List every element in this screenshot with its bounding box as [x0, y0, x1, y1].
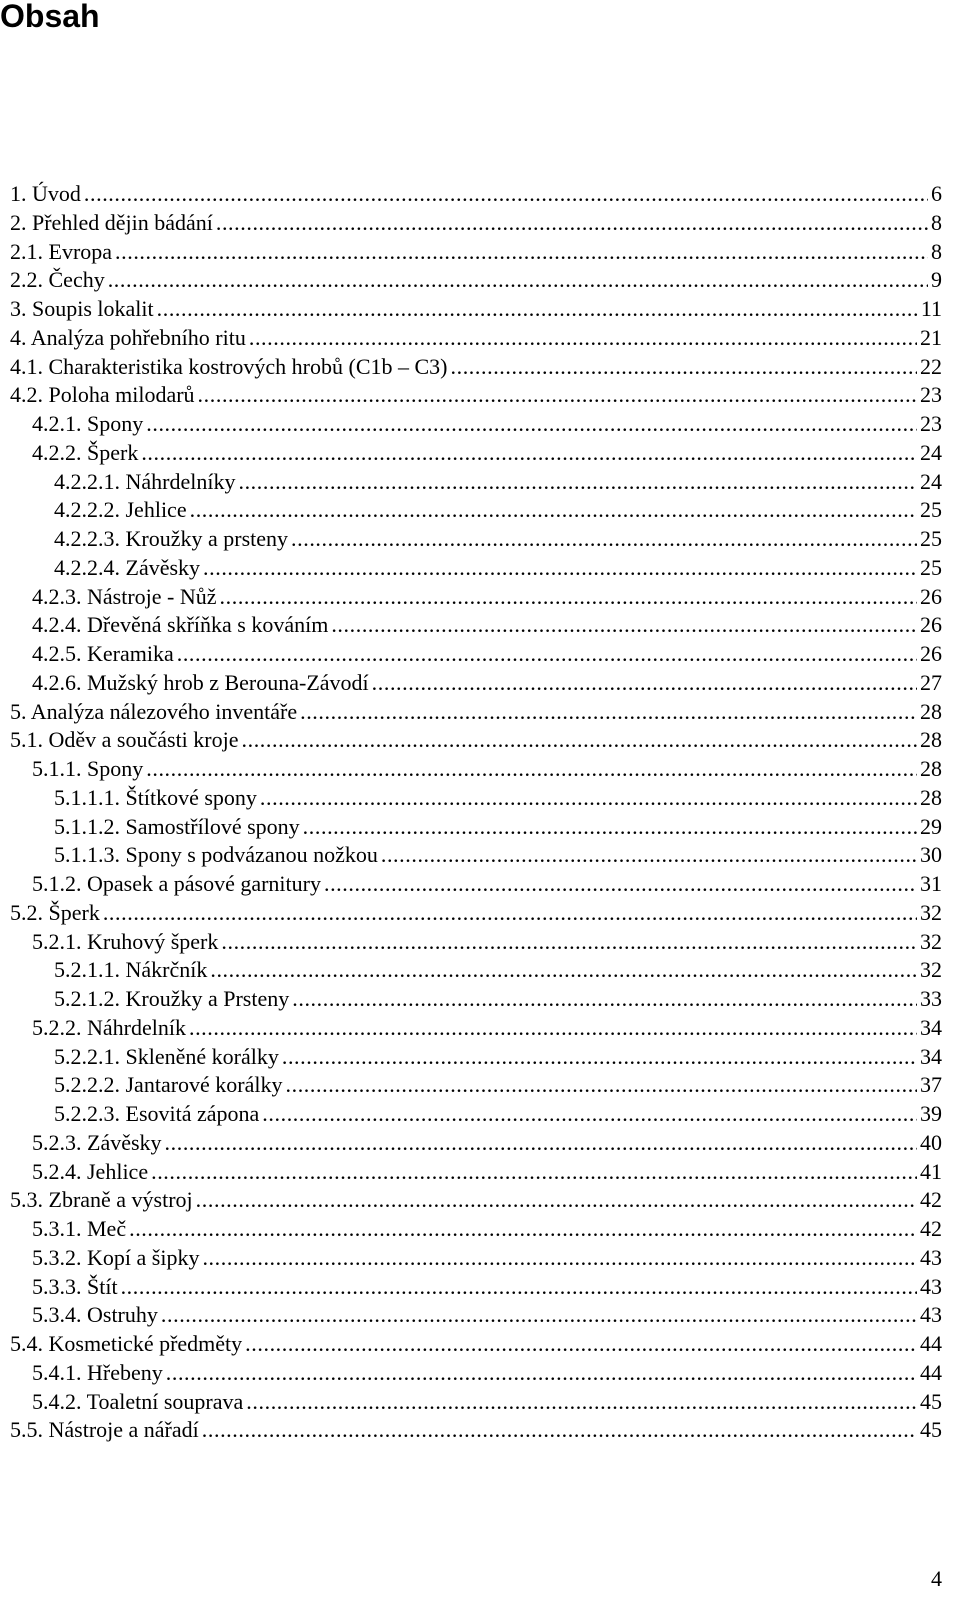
toc-entry[interactable]: [10, 784, 942, 813]
toc-dot-leader: [372, 669, 917, 698]
toc-entry[interactable]: [10, 295, 942, 324]
toc-entry[interactable]: [10, 813, 942, 842]
toc-dot-leader: [331, 611, 917, 640]
toc-entry-label: 2.1. Evropa: [10, 238, 113, 264]
toc-entry-label: 5.2.1.1. Nákrčník: [54, 957, 208, 983]
toc-entry[interactable]: [10, 1330, 942, 1359]
toc-entry-label: 4.2.4. Dřevěná skříňka s kováním: [32, 612, 329, 638]
toc-entry[interactable]: [10, 1186, 942, 1215]
toc-dot-leader: [451, 353, 918, 382]
toc-entry-label: 5.3.4. Ostruhy: [32, 1302, 158, 1328]
toc-entry-label: 5.1.1. Spony: [32, 756, 144, 781]
toc-dot-leader: [221, 928, 917, 957]
toc-entry-page: 43: [920, 1302, 942, 1328]
toc-entry-page: 26: [920, 641, 942, 666]
toc-entry-label: 5.1.1.2. Samostřílové spony: [54, 813, 300, 839]
toc-entry-page: 34: [920, 1043, 942, 1069]
toc-entry-page: 43: [920, 1244, 942, 1270]
toc-entry[interactable]: [10, 238, 942, 267]
toc-entry-page: 25: [920, 526, 942, 551]
toc-dot-leader: [245, 1330, 917, 1359]
toc-entry-label: 4.2.2.4. Závěsky: [54, 554, 201, 580]
toc-entry-page: 24: [920, 439, 942, 465]
toc-entry-label: 4.2. Poloha milodarů: [10, 382, 195, 408]
toc-entry-page: 40: [920, 1129, 942, 1155]
toc-dot-leader: [115, 238, 928, 267]
toc-dot-leader: [129, 1215, 917, 1244]
toc-entry-page: 45: [920, 1388, 942, 1414]
toc-entry-page: 45: [920, 1417, 942, 1443]
toc-dot-leader: [202, 1416, 917, 1445]
toc-entry[interactable]: [10, 698, 942, 727]
toc-entry-label: 5.2.1.2. Kroužky a Prsteny: [54, 986, 290, 1011]
toc-entry[interactable]: [10, 1244, 942, 1273]
toc-dot-leader: [202, 1244, 917, 1273]
toc-entry[interactable]: [10, 468, 942, 497]
toc-entry-label: 5.5. Nástroje a nářadí: [10, 1417, 199, 1443]
toc-dot-leader: [103, 899, 917, 928]
toc-entry-label: 4. Analýza pohřebního ritu: [10, 324, 246, 350]
toc-entry[interactable]: [10, 583, 942, 612]
toc-entry-label: 5.3.3. Štít: [32, 1273, 118, 1299]
toc-entry[interactable]: [10, 669, 942, 698]
toc-entry[interactable]: [10, 956, 942, 985]
toc-entry-label: 5.2. Šperk: [10, 899, 100, 925]
toc-entry[interactable]: [10, 1215, 942, 1244]
toc-dot-leader: [249, 324, 917, 353]
toc-dot-leader: [141, 439, 917, 468]
toc-entry-label: 5.1.2. Opasek a pásové garnitury: [32, 871, 321, 896]
toc-entry[interactable]: [10, 353, 942, 382]
toc-entry-page: 28: [920, 784, 942, 810]
toc-entry[interactable]: [10, 870, 942, 899]
toc-entry-label: 5.2.2.3. Esovitá zápona: [54, 1101, 260, 1126]
toc-entry-label: 5.4.1. Hřebeny: [32, 1359, 163, 1385]
toc-entry-page: 9: [931, 267, 942, 293]
toc-entry-page: 32: [920, 928, 942, 954]
toc-entry-label: 5. Analýza nálezového inventáře: [10, 698, 298, 724]
toc-entry-label: 5.1.1.3. Spony s podvázanou nožkou: [54, 842, 378, 868]
toc-entry-label: 5.2.4. Jehlice: [32, 1158, 149, 1184]
toc-entry-label: 4.2.2.1. Náhrdelníky: [54, 468, 236, 494]
toc-entry-page: 25: [920, 554, 942, 580]
toc-entry-page: 34: [920, 1014, 942, 1040]
toc-entry-label: 4.1. Charakteristika kostrových hrobů (C1b – C3): [10, 353, 448, 379]
toc-entry-page: 6: [931, 181, 942, 206]
toc-entry-label: 4.2.2.3. Kroužky a prsteny: [54, 526, 289, 551]
toc-entry[interactable]: [10, 1071, 942, 1100]
toc-entry[interactable]: [10, 755, 942, 784]
toc-dot-leader: [220, 583, 917, 612]
toc-dot-leader: [166, 1359, 917, 1388]
table-of-contents: [10, 180, 942, 1445]
toc-entry-label: 5.3.2. Kopí a šipky: [32, 1244, 200, 1270]
toc-dot-leader: [151, 1158, 917, 1187]
toc-entry[interactable]: [10, 1388, 942, 1417]
toc-entry-label: 5.2.2. Náhrdelník: [32, 1014, 186, 1040]
toc-dot-leader: [210, 956, 917, 985]
toc-entry-label: 4.2.2. Šperk: [32, 439, 139, 465]
toc-entry[interactable]: [10, 928, 942, 957]
toc-dot-leader: [282, 1043, 917, 1072]
toc-entry[interactable]: [10, 726, 942, 755]
toc-entry-label: 5.3.1. Meč: [32, 1216, 127, 1241]
toc-entry[interactable]: [10, 1416, 942, 1445]
toc-entry-page: 42: [920, 1187, 942, 1213]
toc-dot-leader: [238, 468, 917, 497]
toc-entry-page: 39: [920, 1101, 942, 1126]
toc-entry-label: 4.2.1. Spony: [32, 411, 144, 436]
toc-dot-leader: [262, 1100, 917, 1129]
toc-dot-leader: [242, 726, 918, 755]
toc-entry-page: 28: [920, 698, 942, 724]
toc-dot-leader: [108, 266, 928, 295]
toc-dot-leader: [189, 1014, 917, 1043]
toc-entry-label: 5.2.2.2. Jantarové korálky: [54, 1072, 283, 1098]
toc-entry[interactable]: [10, 1014, 942, 1043]
toc-entry[interactable]: [10, 985, 942, 1014]
toc-entry[interactable]: [10, 554, 942, 583]
toc-entry-page: 23: [920, 382, 942, 408]
page-title: Obsah: [0, 0, 100, 34]
toc-dot-leader: [291, 525, 917, 554]
toc-entry-label: 5.2.1. Kruhový šperk: [32, 928, 219, 954]
toc-entry[interactable]: [10, 324, 942, 353]
toc-entry-page: 42: [920, 1216, 942, 1241]
toc-entry-page: 30: [920, 842, 942, 868]
toc-dot-leader: [260, 784, 917, 813]
toc-entry-label: 4.2.2.2. Jehlice: [54, 497, 187, 523]
toc-entry-page: 29: [920, 813, 942, 839]
toc-entry-label: 5.4. Kosmetické předměty: [10, 1331, 243, 1356]
toc-entry-page: 37: [920, 1072, 942, 1098]
toc-entry[interactable]: [10, 525, 942, 554]
toc-dot-leader: [300, 698, 917, 727]
toc-entry[interactable]: [10, 381, 942, 410]
toc-dot-leader: [177, 640, 917, 669]
toc-dot-leader: [165, 1129, 917, 1158]
toc-entry[interactable]: [10, 1273, 942, 1302]
toc-dot-leader: [203, 554, 917, 583]
toc-entry-page: 27: [920, 669, 942, 695]
toc-entry-label: 1. Úvod: [10, 181, 81, 206]
toc-entry-page: 32: [920, 899, 942, 925]
toc-entry-label: 5.2.3. Závěsky: [32, 1129, 162, 1155]
toc-entry-page: 28: [920, 756, 942, 781]
toc-dot-leader: [121, 1273, 917, 1302]
toc-dot-leader: [146, 755, 917, 784]
toc-dot-leader: [196, 1186, 917, 1215]
toc-dot-leader: [324, 870, 917, 899]
toc-entry-page: 24: [920, 468, 942, 494]
toc-entry-page: 43: [920, 1273, 942, 1299]
toc-dot-leader: [216, 209, 928, 238]
page-number: 4: [931, 1566, 942, 1591]
toc-entry[interactable]: [10, 439, 942, 468]
toc-entry[interactable]: [10, 611, 942, 640]
toc-entry[interactable]: [10, 496, 942, 525]
toc-entry-page: 31: [920, 871, 942, 896]
toc-entry-page: 23: [920, 411, 942, 436]
toc-entry[interactable]: [10, 180, 942, 209]
toc-entry[interactable]: [10, 1359, 942, 1388]
toc-entry-label: 5.1.1.1. Štítkové spony: [54, 784, 257, 810]
toc-entry-label: 4.2.5. Keramika: [32, 641, 174, 666]
toc-entry-page: 8: [931, 238, 942, 264]
toc-entry-label: 4.2.6. Mužský hrob z Berouna-Závodí: [32, 669, 369, 695]
toc-entry-page: 8: [931, 209, 942, 235]
toc-entry[interactable]: [10, 1301, 942, 1330]
toc-entry-page: 32: [920, 957, 942, 983]
toc-entry-page: 44: [920, 1331, 942, 1356]
toc-entry-label: 5.2.2.1. Skleněné korálky: [54, 1043, 279, 1069]
toc-entry-label: 2. Přehled dějin bádání: [10, 209, 213, 235]
toc-entry-label: 4.2.3. Nástroje - Nůž: [32, 583, 217, 609]
toc-entry[interactable]: [10, 841, 942, 870]
toc-entry-page: 28: [920, 727, 942, 753]
toc-entry-label: 3. Soupis lokalit: [10, 296, 154, 321]
toc-dot-leader: [303, 813, 917, 842]
toc-entry-label: 5.3. Zbraně a výstroj: [10, 1187, 193, 1213]
toc-entry-label: 2.2. Čechy: [10, 267, 105, 293]
toc-entry-page: 21: [920, 324, 942, 350]
toc-entry-page: 25: [920, 497, 942, 523]
toc-dot-leader: [161, 1301, 917, 1330]
toc-entry[interactable]: [10, 1158, 942, 1187]
toc-dot-leader: [286, 1071, 918, 1100]
toc-entry-label: 5.4.2. Toaletní souprava: [32, 1388, 244, 1414]
toc-entry-page: 22: [920, 353, 942, 379]
toc-entry-page: 26: [920, 583, 942, 609]
toc-entry[interactable]: [10, 1129, 942, 1158]
toc-entry[interactable]: [10, 640, 942, 669]
toc-entry[interactable]: [10, 266, 942, 295]
toc-dot-leader: [146, 410, 917, 439]
toc-dot-leader: [84, 180, 928, 209]
toc-dot-leader: [190, 496, 917, 525]
toc-dot-leader: [157, 295, 918, 324]
toc-dot-leader: [198, 381, 917, 410]
toc-entry-page: 26: [920, 612, 942, 638]
toc-dot-leader: [381, 841, 917, 870]
toc-entry[interactable]: [10, 1043, 942, 1072]
toc-entry[interactable]: [10, 899, 942, 928]
toc-dot-leader: [292, 985, 917, 1014]
toc-entry[interactable]: [10, 1100, 942, 1129]
toc-entry-page: 11: [920, 296, 942, 321]
toc-entry-page: 44: [920, 1359, 942, 1385]
toc-entry-page: 41: [920, 1158, 942, 1184]
toc-entry[interactable]: [10, 209, 942, 238]
toc-entry-label: 5.1. Oděv a součásti kroje: [10, 727, 239, 753]
toc-dot-leader: [246, 1388, 917, 1417]
toc-entry[interactable]: [10, 410, 942, 439]
toc-entry-page: 33: [920, 986, 942, 1011]
